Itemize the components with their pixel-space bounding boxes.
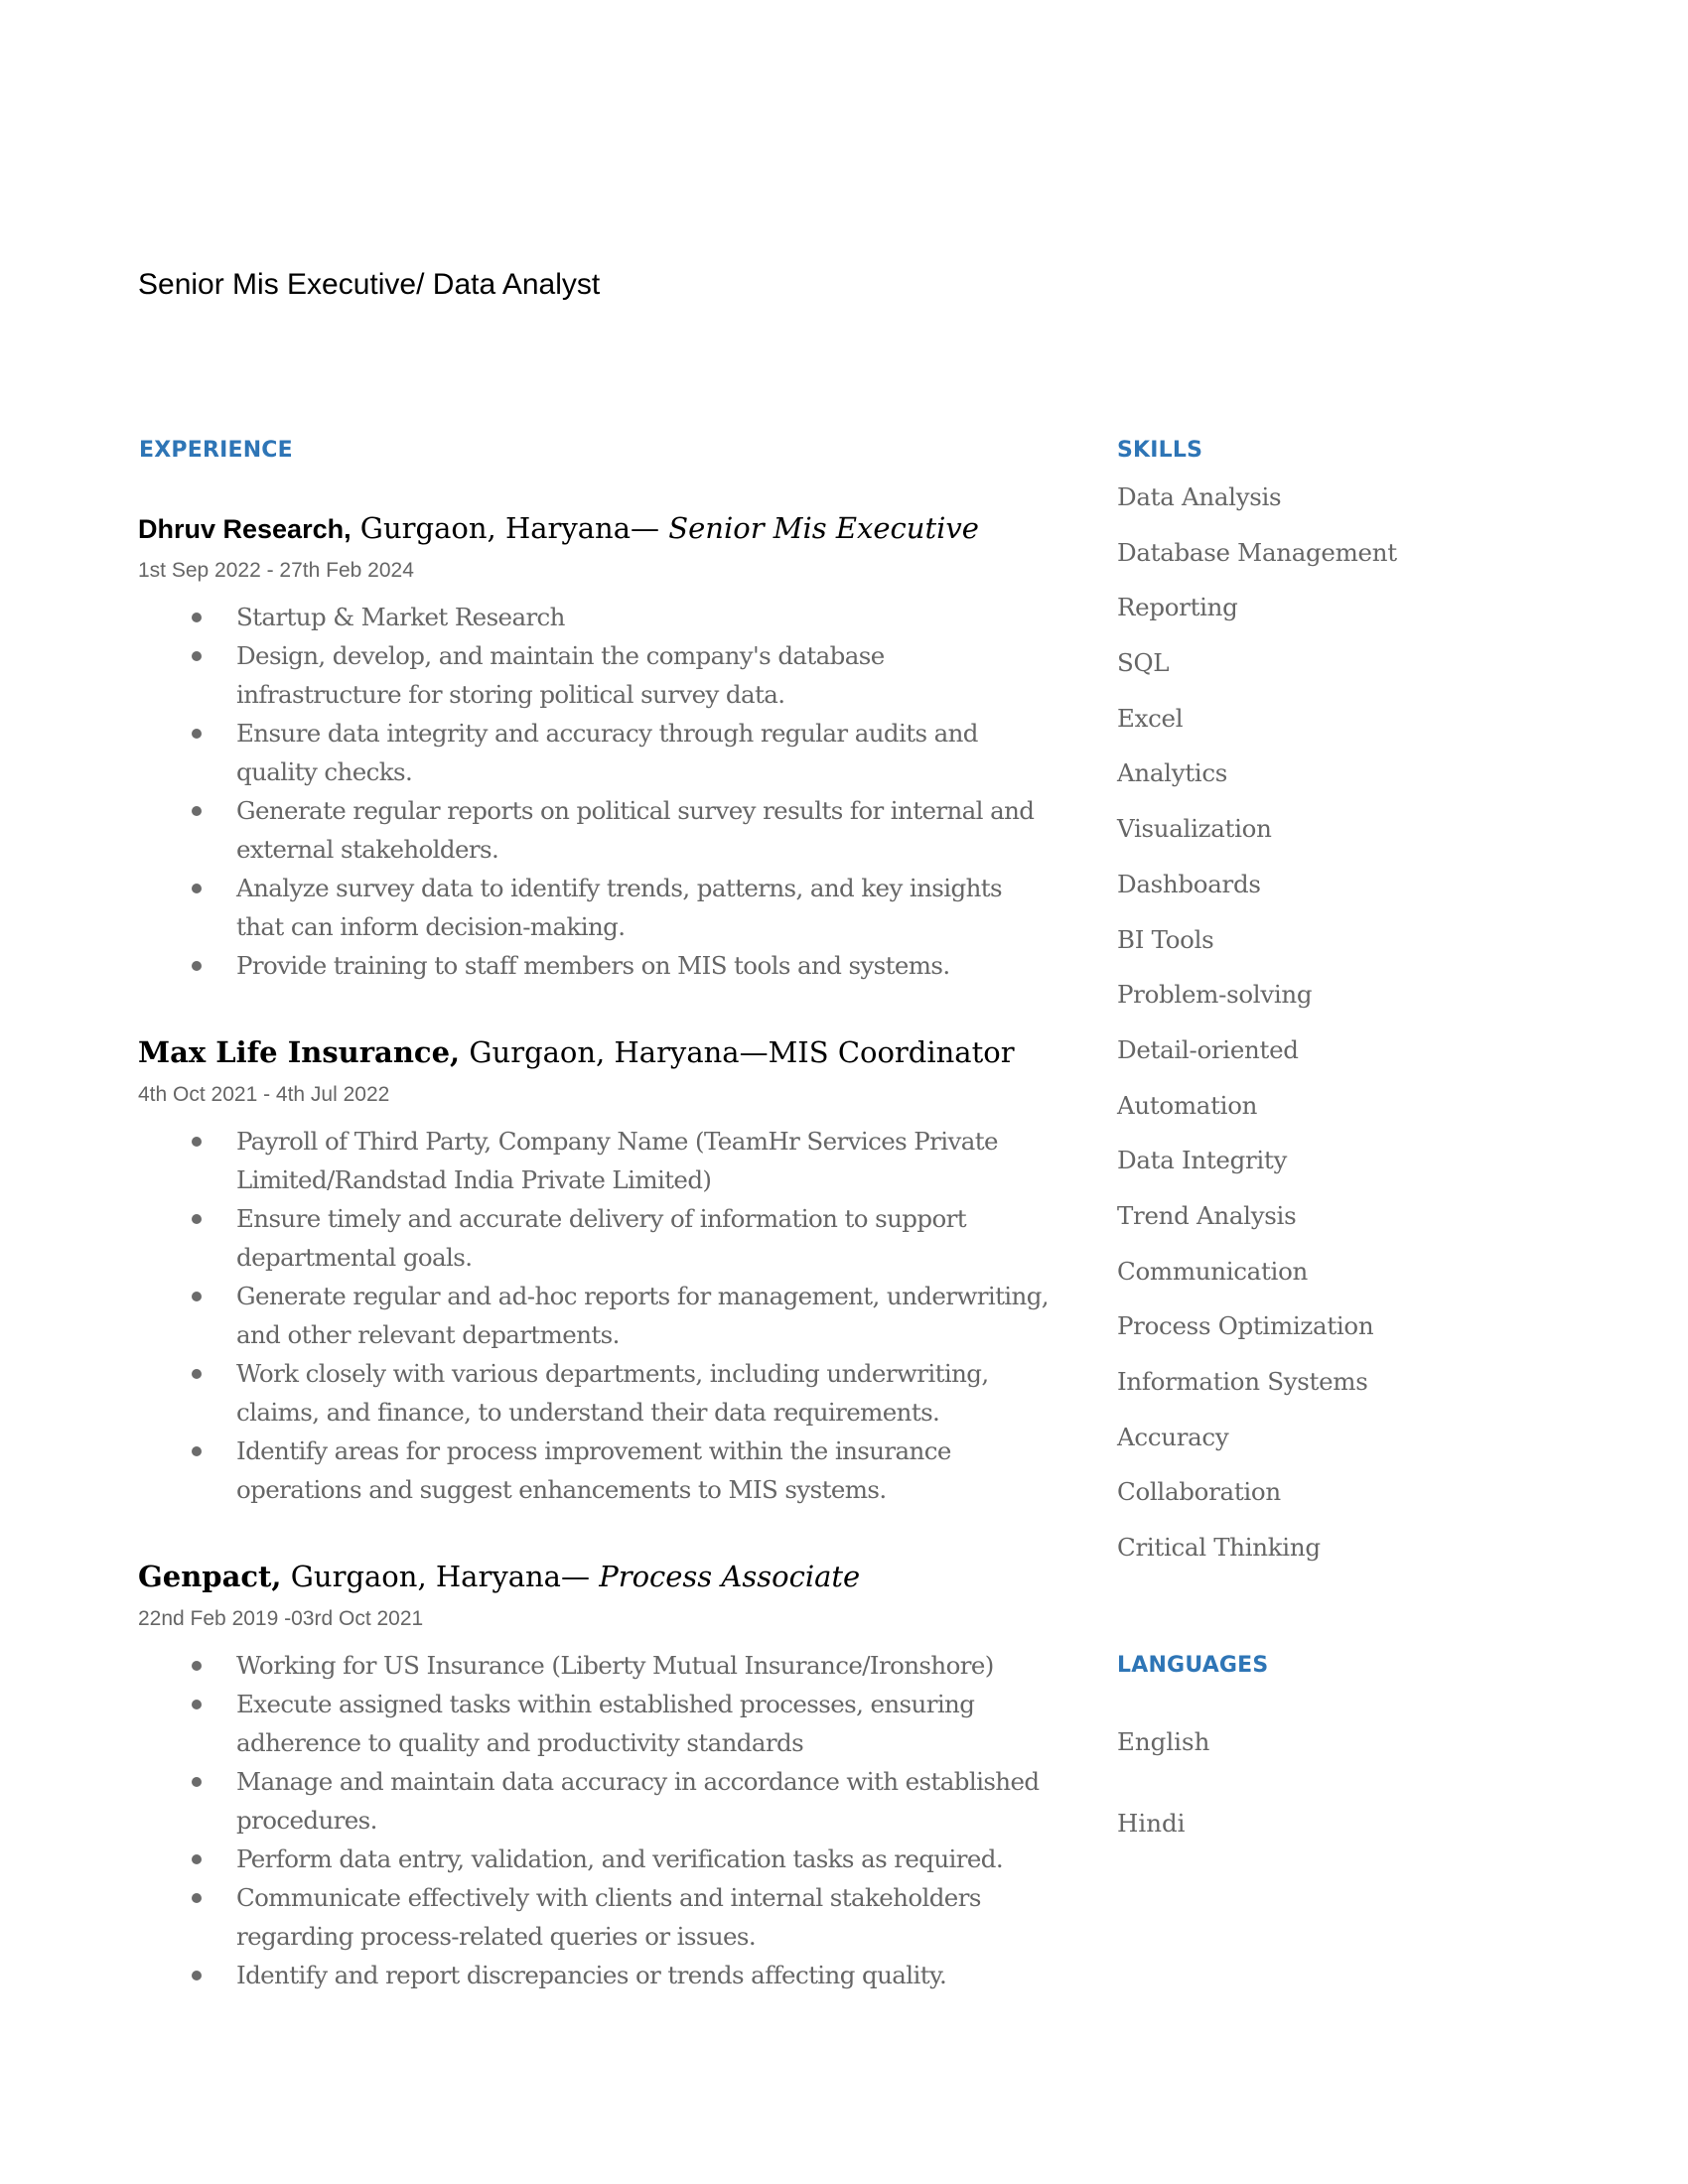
bullet-text: Work closely with various departments, including underwriting, claims, and finance, to understand their data requirements. xyxy=(236,1359,989,1427)
job-location: Gurgaon, Haryana— xyxy=(281,1560,600,1593)
bullet-icon xyxy=(192,1854,202,1864)
skill-item: Collaboration xyxy=(1117,1477,1281,1507)
bullet-text: Analyze survey data to identify trends, patterns, and key insights that can inform decision-making. xyxy=(236,874,1002,941)
bullet-item xyxy=(138,1646,1051,1685)
job-role: Process Associate xyxy=(599,1560,861,1593)
bullet-icon xyxy=(192,806,202,816)
bullet-item xyxy=(138,636,1051,714)
bullet-text: Execute assigned tasks within established processes, ensuring adherence to quality and productivity standards xyxy=(236,1690,975,1757)
bullet-item xyxy=(138,1685,1051,1762)
bullet-text: Design, develop, and maintain the company's database infrastructure for storing political survey data. xyxy=(236,641,885,709)
resume-title: Senior Mis Executive/ Data Analyst xyxy=(138,268,601,301)
bullet-icon xyxy=(192,1446,202,1456)
job-heading xyxy=(138,506,1061,550)
skills-heading: SKILLS xyxy=(1117,438,1203,463)
bullet-text: Ensure data integrity and accuracy through regular audits and quality checks. xyxy=(236,719,978,786)
company-name: Genpact, xyxy=(138,1560,282,1593)
bullet-text: Identify areas for process improvement within the insurance operations and suggest enhancements to MIS systems. xyxy=(236,1436,951,1504)
job-dates: 4th Oct 2021 - 4th Jul 2022 xyxy=(138,1083,390,1106)
job-location: Gurgaon, Haryana— xyxy=(351,511,669,545)
job-dates: 22nd Feb 2019 -03rd Oct 2021 xyxy=(138,1607,424,1630)
language-item: Hindi xyxy=(1117,1809,1186,1838)
bullet-item xyxy=(138,1878,1051,1956)
bullet-icon xyxy=(192,1292,202,1301)
job-entry-max-life-insurance xyxy=(138,1030,1061,1509)
company-name: Max Life Insurance, xyxy=(138,1035,461,1069)
bullet-icon xyxy=(192,1700,202,1709)
bullet-text: Identify and report discrepancies or trends affecting quality. xyxy=(236,1961,947,1989)
bullet-item xyxy=(138,1199,1051,1277)
job-entry-dhruv-research xyxy=(138,506,1061,985)
experience-heading: EXPERIENCE xyxy=(139,438,293,463)
skill-item: Dashboards xyxy=(1117,869,1261,898)
bullet-text: Working for US Insurance (Liberty Mutual Insurance/Ironshore) xyxy=(236,1651,994,1680)
bullet-item xyxy=(138,1354,1051,1432)
bullet-item xyxy=(138,1956,1051,1994)
job-bullets xyxy=(138,598,1061,985)
job-heading xyxy=(138,1555,1061,1598)
company-name: Dhruv Research, xyxy=(138,514,352,544)
bullet-item xyxy=(138,1122,1051,1199)
bullet-icon xyxy=(192,1893,202,1903)
skill-item: Database Management xyxy=(1117,537,1397,567)
bullet-text: Ensure timely and accurate delivery of information to support departmental goals. xyxy=(236,1204,966,1272)
skill-item: Data Integrity xyxy=(1117,1146,1288,1175)
bullet-icon xyxy=(192,1214,202,1224)
bullet-text: Manage and maintain data accuracy in accordance with established procedures. xyxy=(236,1767,1040,1835)
bullet-item xyxy=(138,598,1051,636)
bullet-icon xyxy=(192,613,202,622)
skill-item: Communication xyxy=(1117,1256,1308,1286)
skill-item: BI Tools xyxy=(1117,924,1214,954)
bullet-item xyxy=(138,1840,1051,1878)
bullet-text: Perform data entry, validation, and verification tasks as required. xyxy=(236,1844,1004,1873)
skill-item: Excel xyxy=(1117,703,1184,733)
skill-item: Problem-solving xyxy=(1117,980,1313,1010)
languages-list xyxy=(1117,1720,1209,1883)
bullet-icon xyxy=(192,1369,202,1379)
bullet-icon xyxy=(192,884,202,893)
skill-item: Accuracy xyxy=(1117,1422,1229,1451)
job-bullets xyxy=(138,1122,1061,1509)
job-role: Senior Mis Executive xyxy=(668,511,979,545)
skill-item: Process Optimization xyxy=(1117,1311,1374,1341)
bullet-text: Payroll of Third Party, Company Name (TeamHr Services Private Limited/Randstad India Private Limited) xyxy=(236,1127,998,1194)
bullet-icon xyxy=(192,1777,202,1787)
skill-item: Data Analysis xyxy=(1117,482,1282,511)
job-role: MIS Coordinator xyxy=(768,1035,1015,1069)
bullet-item xyxy=(138,791,1051,869)
bullet-text: Startup & Market Research xyxy=(236,603,565,631)
bullet-icon xyxy=(192,651,202,661)
job-entry-genpact xyxy=(138,1555,1061,1994)
bullet-text: Provide training to staff members on MIS tools and systems. xyxy=(236,951,950,980)
bullet-icon xyxy=(192,1971,202,1980)
skill-item: Analytics xyxy=(1117,758,1228,788)
skills-list xyxy=(1117,476,1397,1581)
job-bullets xyxy=(138,1646,1061,1994)
skill-item: SQL xyxy=(1117,648,1170,678)
bullet-text: Generate regular and ad-hoc reports for management, underwriting, and other relevant departments. xyxy=(236,1282,1049,1349)
bullet-text: Communicate effectively with clients and internal stakeholders regarding process-related queries or issues. xyxy=(236,1883,981,1951)
bullet-item xyxy=(138,1277,1051,1354)
languages-heading: LANGUAGES xyxy=(1117,1653,1269,1678)
job-location: Gurgaon, Haryana— xyxy=(460,1035,769,1069)
job-heading xyxy=(138,1030,1061,1074)
skill-item: Visualization xyxy=(1117,814,1272,844)
bullet-item xyxy=(138,1762,1051,1840)
bullet-text: Generate regular reports on political survey results for internal and external stakeholders. xyxy=(236,796,1035,864)
bullet-icon xyxy=(192,961,202,971)
skill-item: Information Systems xyxy=(1117,1367,1368,1396)
bullet-icon xyxy=(192,1661,202,1671)
bullet-item xyxy=(138,714,1051,791)
bullet-item xyxy=(138,1432,1051,1509)
bullet-item xyxy=(138,869,1051,946)
skill-item: Automation xyxy=(1117,1090,1258,1120)
skill-item: Reporting xyxy=(1117,593,1238,622)
job-dates: 1st Sep 2022 - 27th Feb 2024 xyxy=(138,559,414,582)
skill-item: Detail-oriented xyxy=(1117,1034,1299,1064)
skill-item: Critical Thinking xyxy=(1117,1533,1321,1563)
bullet-icon xyxy=(192,729,202,739)
skill-item: Trend Analysis xyxy=(1117,1200,1297,1230)
bullet-icon xyxy=(192,1137,202,1147)
language-item: English xyxy=(1117,1727,1210,1756)
bullet-item xyxy=(138,946,1051,985)
